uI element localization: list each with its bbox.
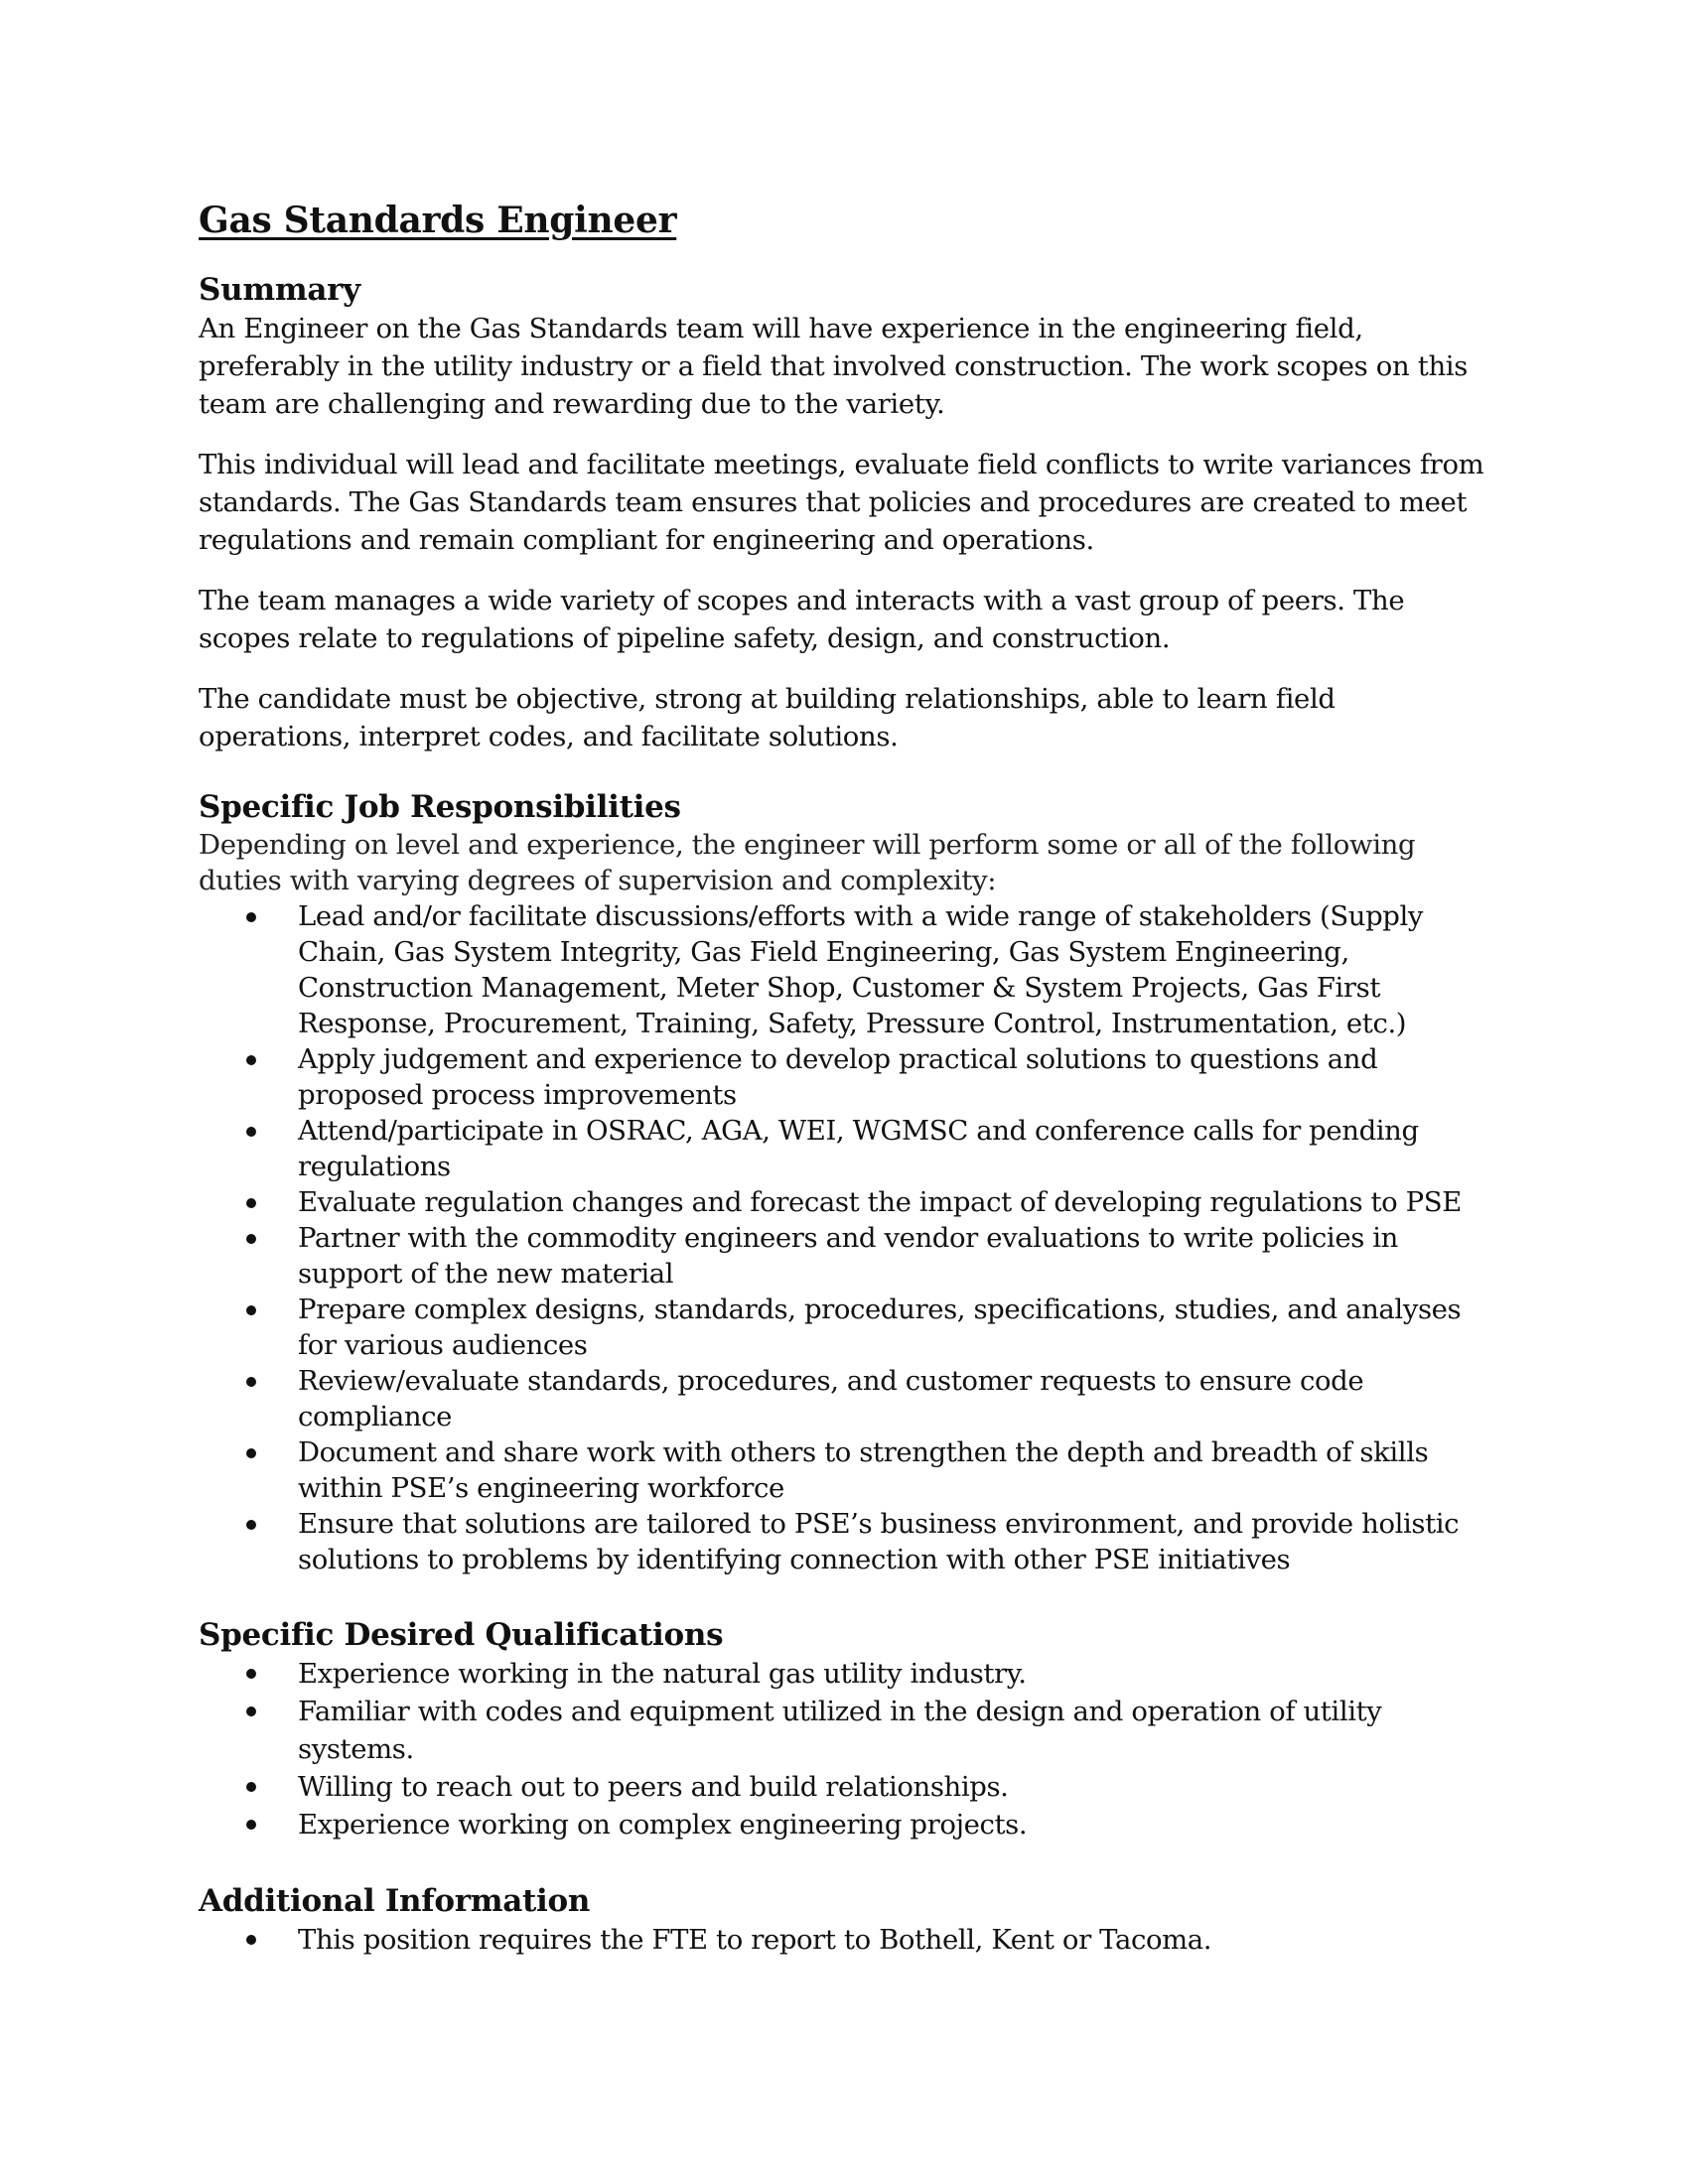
responsibilities-list xyxy=(199,898,1489,1577)
bullet-icon xyxy=(246,912,256,922)
list-item-text: Experience working on complex engineering projects. xyxy=(298,1809,1028,1841)
list-item xyxy=(199,1693,1489,1768)
additional-info-heading: Additional Information xyxy=(199,1883,591,1919)
list-item-text: Apply judgement and experience to develop practical solutions to questions and proposed process improvements xyxy=(298,1043,1378,1111)
bullet-icon xyxy=(246,1935,256,1945)
bullet-icon xyxy=(246,1234,256,1244)
list-item-text: Document and share work with others to strengthen the depth and breadth of skills within PSE’s engineering workforce xyxy=(298,1436,1429,1504)
summary-paragraph-2: This individual will lead and facilitate meetings, evaluate field conflicts to write variances from standards. The Gas Standards team ensures that policies and procedures are created to meet regulations and remain compliant for engineering and operations. xyxy=(199,449,1484,556)
document-page xyxy=(199,197,1489,1959)
summary-paragraph-3: The team manages a wide variety of scopes and interacts with a vast group of peers. The scopes relate to regulations of pipeline safety, design, and construction. xyxy=(199,585,1405,654)
bullet-icon xyxy=(246,1782,256,1792)
list-item xyxy=(199,1921,1489,1959)
list-item xyxy=(199,1113,1489,1184)
list-item-text: Lead and/or facilitate discussions/efforts with a wide range of stakeholders (Supply Chain, Gas System Integrity, Gas Field Engineering, Gas System Engineering, Construction Management, Meter Shop, Customer & System Projects, Gas First Response, Procurement, Training, Safety, Pressure Control, Instrumentation, etc.) xyxy=(298,900,1424,1039)
list-item xyxy=(199,1220,1489,1292)
bullet-icon xyxy=(246,1198,256,1208)
list-item-text: Ensure that solutions are tailored to PSE’s business environment, and provide holistic solutions to problems by identifying connection with other PSE initiatives xyxy=(298,1508,1460,1575)
responsibilities-intro: Depending on level and experience, the engineer will perform some or all of the following duties with varying degrees of supervision and complexity: xyxy=(199,829,1416,896)
responsibilities-heading: Specific Job Responsibilities xyxy=(199,789,681,825)
list-item xyxy=(199,1434,1489,1506)
bullet-icon xyxy=(246,1520,256,1530)
list-item xyxy=(199,1768,1489,1806)
list-item-text: Experience working in the natural gas utility industry. xyxy=(298,1658,1027,1690)
bullet-icon xyxy=(246,1820,256,1830)
document-title: Gas Standards Engineer xyxy=(199,200,677,241)
bullet-icon xyxy=(246,1706,256,1716)
qualifications-heading: Specific Desired Qualifications xyxy=(199,1617,724,1653)
list-item-text: Willing to reach out to peers and build relationships. xyxy=(298,1771,1009,1803)
list-item-text: Prepare complex designs, standards, procedures, specifications, studies, and analyses for various audiences xyxy=(298,1294,1462,1361)
list-item xyxy=(199,898,1489,1041)
list-item xyxy=(199,1292,1489,1363)
list-item xyxy=(199,1363,1489,1434)
list-item-text: Attend/participate in OSRAC, AGA, WEI, WGMSC and conference calls for pending regulations xyxy=(298,1115,1419,1182)
list-item-text: Partner with the commodity engineers and vendor evaluations to write policies in support of the new material xyxy=(298,1222,1398,1290)
list-item xyxy=(199,1806,1489,1843)
list-item xyxy=(199,1041,1489,1113)
summary-paragraph-4: The candidate must be objective, strong at building relationships, able to learn field operations, interpret codes, and facilitate solutions. xyxy=(199,683,1336,752)
list-item-text: This position requires the FTE to report to Bothell, Kent or Tacoma. xyxy=(298,1924,1212,1956)
bullet-icon xyxy=(246,1669,256,1679)
qualifications-list xyxy=(199,1655,1489,1843)
list-item xyxy=(199,1184,1489,1220)
list-item xyxy=(199,1506,1489,1577)
summary-heading: Summary xyxy=(199,272,360,308)
bullet-icon xyxy=(246,1448,256,1458)
summary-paragraph-1: An Engineer on the Gas Standards team will have experience in the engineering field, preferably in the utility industry or a field that involved construction. The work scopes on this team are challenging and rewarding due to the variety. xyxy=(199,313,1469,420)
list-item-text: Familiar with codes and equipment utilized in the design and operation of utility systems. xyxy=(298,1696,1382,1765)
bullet-icon xyxy=(246,1377,256,1387)
bullet-icon xyxy=(246,1305,256,1315)
list-item-text: Evaluate regulation changes and forecast the impact of developing regulations to PSE xyxy=(298,1186,1462,1218)
list-item-text: Review/evaluate standards, procedures, and customer requests to ensure code compliance xyxy=(298,1365,1364,1433)
additional-info-list xyxy=(199,1921,1489,1959)
bullet-icon xyxy=(246,1055,256,1065)
list-item xyxy=(199,1655,1489,1693)
bullet-icon xyxy=(246,1127,256,1137)
